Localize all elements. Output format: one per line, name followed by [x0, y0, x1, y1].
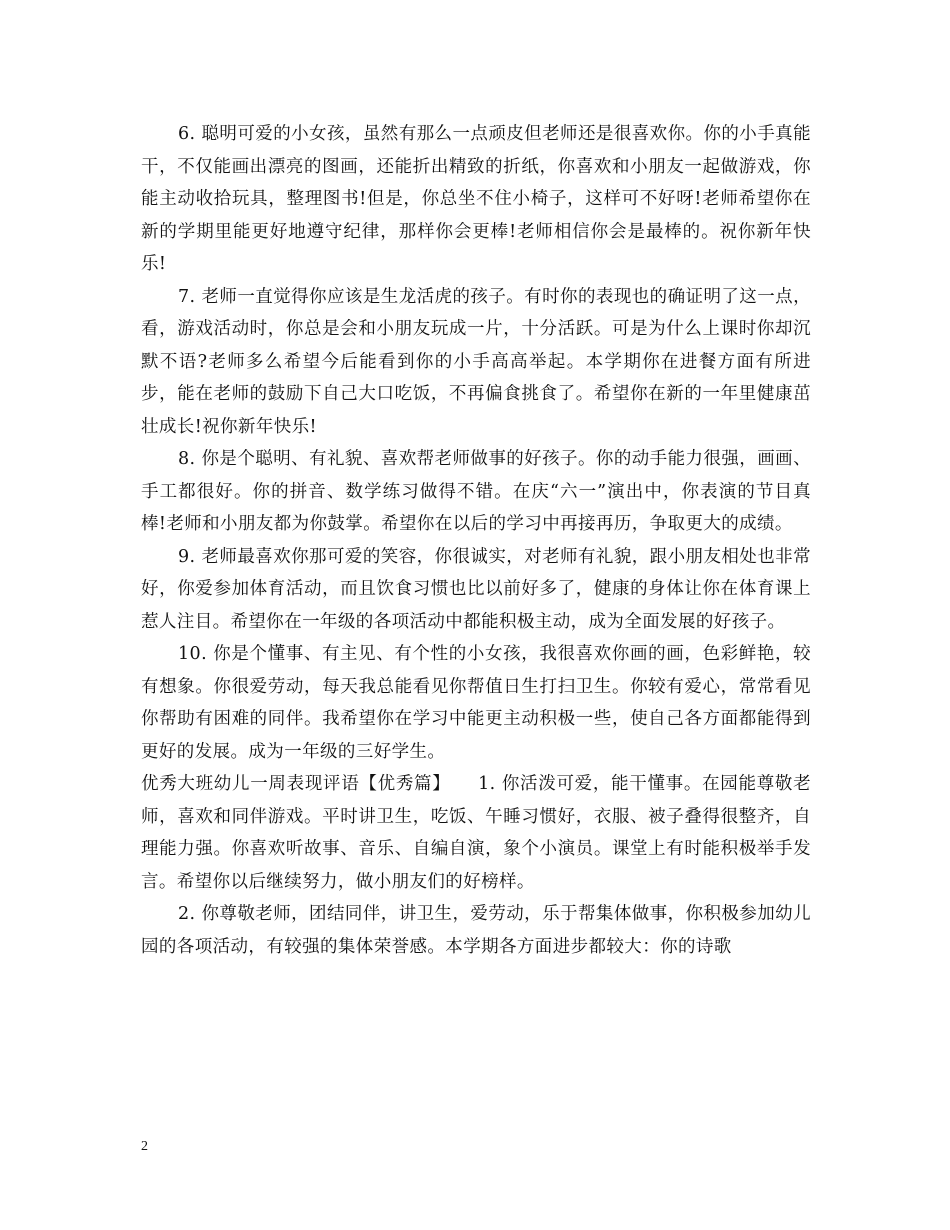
paragraph-8: 8. 你是个聪明、有礼貌、喜欢帮老师做事的好孩子。你的动手能力很强，画画、手工都很好。你的拼音、数学练习做得不错。在庆“六一”演出中，你表演的节目真棒!老师和小朋友都为你鼓掌。希望你在以后的学习中再接再历，争取更大的成绩。 — [141, 449, 811, 534]
document-body — [141, 118, 811, 963]
section-heading-paragraph: 优秀大班幼儿一周表现评语【优秀篇】 1. 你活泼可爱，能干懂事。在园能尊敬老师，喜欢和同伴游戏。平时讲卫生，吃饭、午睡习惯好，衣服、被子叠得很整齐，自理能力强。你喜欢听故事、音乐、自编自演，象个小演员。课堂上有时能积极举手发言。希望你以后继续努力，做小朋友们的好榜样。 — [141, 774, 811, 892]
paragraph-10: 10. 你是个懂事、有主见、有个性的小女孩，我很喜欢你画的画，色彩鲜艳，较有想象。你很爱劳动，每天我总能看见你帮值日生打扫卫生。你较有爱心，常常看见你帮助有困难的同伴。我希望你在学习中能更主动积极一些，使自己各方面都能得到更好的发展。成为一年级的三好学生。 — [141, 644, 811, 762]
paragraph-7: 7. 老师一直觉得你应该是生龙活虎的孩子。有时你的表现也的确证明了这一点，看，游戏活动时，你总是会和小朋友玩成一片，十分活跃。可是为什么上课时你却沉默不语?老师多么希望今后能看到你的小手高高举起。本学期你在进餐方面有所进步，能在老师的鼓励下自己大口吃饭，不再偏食挑食了。希望你在新的一年里健康茁壮成长!祝你新年快乐! — [141, 286, 811, 437]
paragraph-6: 6. 聪明可爱的小女孩，虽然有那么一点顽皮但老师还是很喜欢你。你的小手真能干，不仅能画出漂亮的图画，还能折出精致的折纸，你喜欢和小朋友一起做游戏，你能主动收拾玩具，整理图书!但是，你总坐不住小椅子，这样可不好呀!老师希望你在新的学期里能更好地遵守纪律，那样你会更棒!老师相信你会是最棒的。祝你新年快乐! — [141, 124, 811, 274]
page-number: 2 — [141, 1139, 148, 1154]
paragraph-9: 9. 老师最喜欢你那可爱的笑容，你很诚实，对老师有礼貌，跟小朋友相处也非常好，你爱参加体育活动，而且饮食习惯也比以前好多了，健康的身体让你在体育课上惹人注目。希望你在一年级的各项活动中都能积极主动，成为全面发展的好孩子。 — [141, 546, 811, 632]
paragraph-2: 2. 你尊敬老师，团结同伴，讲卫生，爱劳动，乐于帮集体做事，你积极参加幼儿园的各项活动，有较强的集体荣誉感。本学期各方面进步都较大：你的诗歌 — [141, 904, 811, 957]
